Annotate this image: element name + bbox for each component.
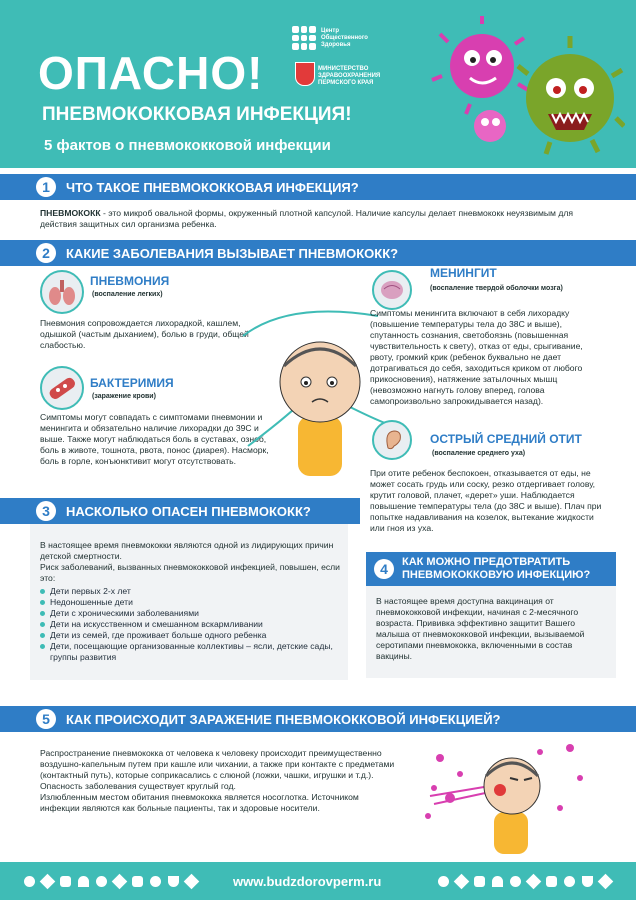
diamond-icon <box>598 874 614 890</box>
circle-icon <box>96 876 107 887</box>
page-subtitle: ПНЕВМОКОККОВАЯ ИНФЕКЦИЯ! <box>42 104 352 125</box>
circle-icon <box>510 876 521 887</box>
lungs-icon <box>40 270 84 314</box>
section-4-title-line-2: ПНЕВМОКОККОВУЮ ИНФЕКЦИЮ? <box>402 569 591 581</box>
section-2-title: КАКИЕ ЗАБОЛЕВАНИЯ ВЫЗЫВАЕТ ПНЕВМОКОКК? <box>66 246 399 261</box>
section-4-text: В настоящее время доступна вакцинация от пневмококковой инфекции, начиная с 2-месячного возраста. Прививка эффективно защитит Вашего малыша от пневмококковой инфекции, вызываемой серотипами пневмококка, включенными в состав вакцины. <box>376 596 585 661</box>
pneumonia-title: ПНЕВМОНИЯ <box>90 274 170 288</box>
otitis-title: ОСТРЫЙ СРЕДНИЙ ОТИТ <box>430 432 582 446</box>
section-3-number: 3 <box>36 501 56 521</box>
section-5-number: 5 <box>36 709 56 729</box>
list-item: Дети с хроническими заболеваниями <box>40 608 340 619</box>
section-1-bar <box>0 174 636 200</box>
germs-illustration <box>420 14 625 164</box>
pneumonia-text: Пневмония сопровождается лихорадкой, кашлем, одышкой (частым дыханием), болью в груди, общей слабостью. <box>40 318 249 350</box>
small-pink-germ-icon <box>474 110 506 142</box>
section-3-intro-2: Риск заболеваний, вызванных пневмококковой инфекцией, повышен, если это: <box>40 562 340 583</box>
bacteremia-text: Симптомы могут совпадать с симптомами пневмонии и менингита и обязательно наличие лихорадки до 39С и выше. Также могут наблюдаться боль в суставах, озноб, боль в животе, тошнота, рвота, понос (диарея). Насморк, боль в горле, конъюнктивит могут отсутствовать. <box>40 412 269 466</box>
diamond-icon <box>526 874 542 890</box>
circle-icon <box>24 876 35 887</box>
ear-icon <box>372 420 412 460</box>
list-item: Дети из семей, где проживает больше одного ребенка <box>40 630 340 641</box>
diamond-icon <box>184 874 200 890</box>
square-icon <box>60 876 71 887</box>
section-2-number: 2 <box>36 243 56 263</box>
section-5-text <box>40 748 400 814</box>
meningitis-title: МЕНИНГИТ <box>430 266 497 280</box>
section-4-title <box>402 556 590 582</box>
diamond-icon <box>40 874 56 890</box>
section-3-title: НАСКОЛЬКО ОПАСЕН ПНЕВМОКОКК? <box>66 504 311 519</box>
section-1-definition: - это микроб овальной формы, окруженный плотной капсулой. Наличие капсулы делает пневмококк неуязвимым для действия защитных сил организма ребенка. <box>40 208 574 229</box>
section-5-title: КАК ПРОИСХОДИТ ЗАРАЖЕНИЕ ПНЕВМОКОККОВОЙ ИНФЕКЦИЕЙ? <box>66 712 501 727</box>
cup-icon <box>582 876 593 887</box>
pneumonia-note: (воспаление легких) <box>92 291 163 298</box>
section-1-title: ЧТО ТАКОЕ ПНЕВМОКОККОВАЯ ИНФЕКЦИЯ? <box>66 180 359 195</box>
bacteremia-title: БАКТЕРИМИЯ <box>90 376 174 390</box>
diamond-icon <box>112 874 128 890</box>
risk-group-list <box>40 586 340 663</box>
page-subtitle-2: 5 фактов о пневмококковой инфекции <box>44 137 331 154</box>
meningitis-note: (воспаление твердой оболочки мозга) <box>430 285 563 292</box>
otitis-note: (воспаление среднего уха) <box>432 450 526 457</box>
square-icon <box>132 876 143 887</box>
health-center-logo-icon <box>292 26 316 50</box>
square-icon <box>546 876 557 887</box>
section-1-text <box>40 208 600 230</box>
meningitis-text: Симптомы менингита включают в себя лихорадку (повышение температуры тела до 38С и выше), спутанность сознания, светобоязнь (повышенная чувствительность к свету), отказ от еды, срыгивание, рвоту, громкий крик (ребенок буквально не дает дотрагиваться до себя, заходиться криком от любого прикосновения), натяжение затылочных мышц (невозможно нагнуть голову вперед, голова самопроизвольно запрокидывается назад). <box>370 308 583 406</box>
footer-bar <box>0 862 636 900</box>
ministry-logo-text: МИНИСТЕРСТВО ЗДРАВООХРАНЕНИЯ ПЕРМСКОГО КРАЯ <box>318 66 381 86</box>
section-3-intro <box>40 540 340 584</box>
page-title: ОПАСНО! <box>38 47 264 99</box>
otitis-text: При отите ребенок беспокоен, отказывается от еды, не может сосать грудь или соску, резко отдергивает голову, крутит головой, плачет, «дерет» уши. Наблюдается повышение температуры тела (до 38С и выше). Плач при попытке надавливания на козелок, вытекание жидкости или гноя из уха. <box>370 468 602 533</box>
cup-icon <box>168 876 179 887</box>
section-5-text-3: Излюбленным местом обитания пневмококка является носоглотка. Источником инфекции являются как больные пациенты, так и здоровые носители. <box>40 792 359 813</box>
section-4-number: 4 <box>374 559 394 579</box>
section-1-number: 1 <box>36 177 56 197</box>
dome-icon <box>492 876 503 887</box>
pink-germ-icon <box>432 16 528 114</box>
section-1-term: ПНЕВМОКОКК <box>40 208 101 218</box>
section-4-bar <box>366 552 616 586</box>
section-5-bar <box>0 706 636 732</box>
section-5-text-1: Распространение пневмококка от человека к человеку происходит преимущественно воздушно-капельным путем при кашле или чихании, а также при контакте с предметами (контактный путь), которые соприкасались с слюной (ложки, чашки, игрушки и т.д.). <box>40 748 395 780</box>
diamond-icon <box>454 874 470 890</box>
list-item: Дети, посещающие организованные коллективы – ясли, детские сады, группы развития <box>40 641 340 663</box>
list-item: Недоношенные дети <box>40 597 340 608</box>
perm-crest-icon <box>295 62 315 86</box>
section-5-text-2: Опасность заболевания существует круглый год. <box>40 781 236 791</box>
section-2-bar <box>0 240 636 266</box>
circle-icon <box>438 876 449 887</box>
circle-icon <box>150 876 161 887</box>
circle-icon <box>564 876 575 887</box>
list-item: Дети первых 2-х лет <box>40 586 340 597</box>
sneezing-child-illustration <box>420 738 600 854</box>
health-center-logo-text: Центр Общественного Здоровья <box>321 28 368 48</box>
square-icon <box>474 876 485 887</box>
section-3-intro-1: В настоящее время пневмококки являются одной из лидирующих причин детской смертности. <box>40 540 334 561</box>
website-link[interactable]: www.budzdorovperm.ru <box>233 874 382 889</box>
bacteremia-note: (заражение крови) <box>92 393 156 400</box>
list-item: Дети на искусственном и смешанном вскармливании <box>40 619 340 630</box>
brain-icon <box>372 270 412 310</box>
dome-icon <box>78 876 89 887</box>
green-germ-icon <box>518 36 624 154</box>
blood-vessel-icon <box>40 366 84 410</box>
section-3-bar <box>0 498 360 524</box>
section-4-title-line-1: КАК МОЖНО ПРЕДОТВРАТИТЬ <box>402 556 571 568</box>
